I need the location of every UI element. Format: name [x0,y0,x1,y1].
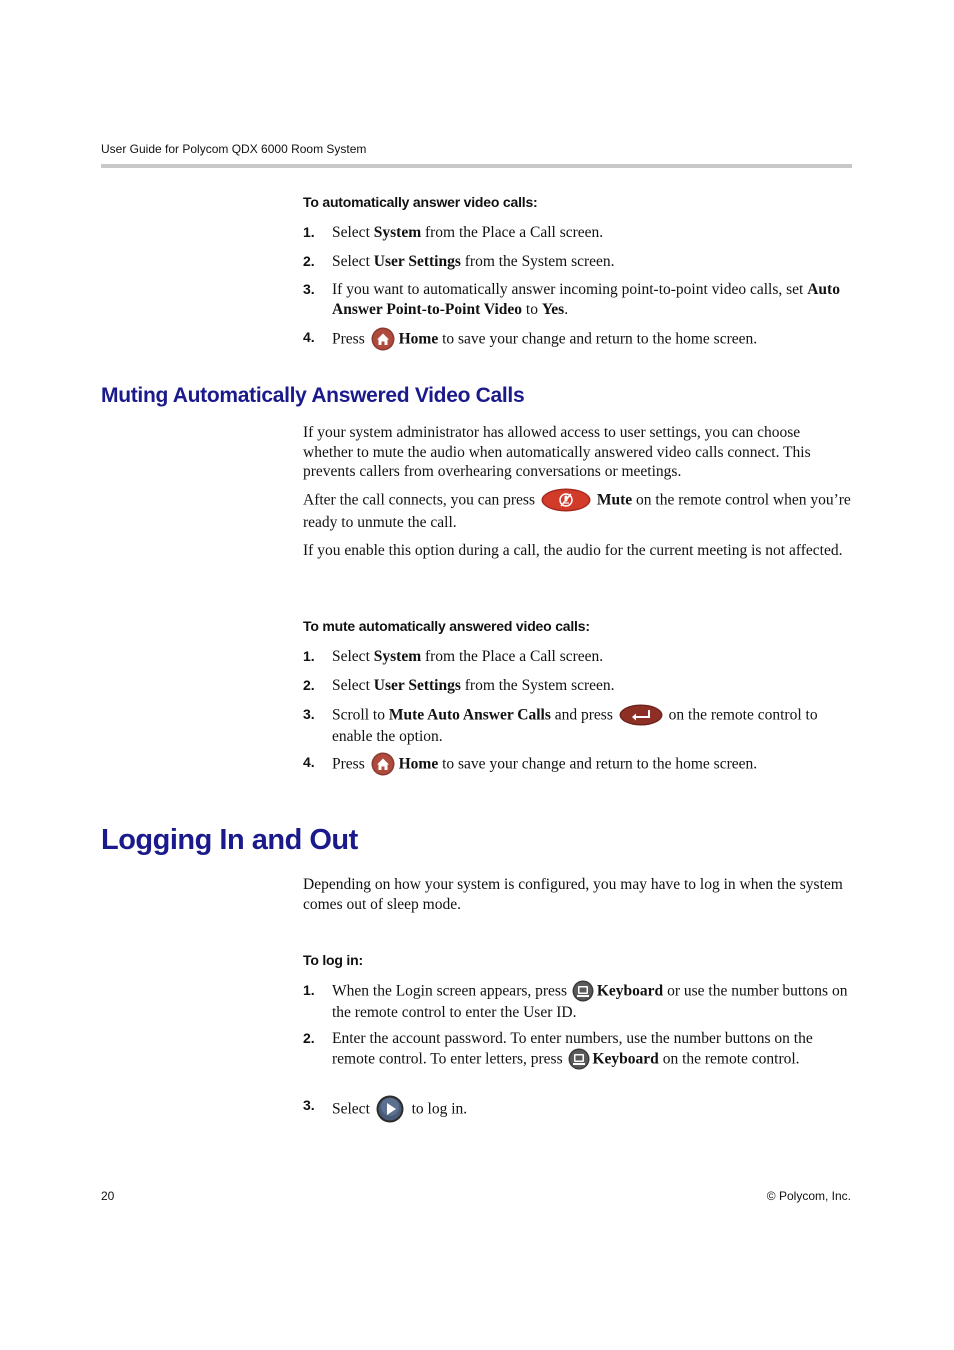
keyboard-icon [572,980,594,1002]
copyright: © Polycom, Inc. [766,1189,851,1203]
paragraph: After the call connects, you can press Mute on the remote control when you’re ready to unmute the call. [303,489,852,533]
step-number: 1. [303,224,315,240]
enter-icon [619,704,663,726]
procedure-title: To automatically answer video calls: [303,194,538,210]
paragraph: Depending on how your system is configured, you may have to log in when the system comes out of sleep mode. [303,876,843,913]
running-header: User Guide for Polycom QDX 6000 Room System [101,142,367,156]
procedure-title: To mute automatically answered video calls: [303,618,590,634]
mute-icon [541,488,591,512]
step-number: 3. [303,706,315,722]
section-heading: Muting Automatically Answered Video Calls [101,384,525,407]
step-number: 3. [303,281,315,297]
chapter-heading: Logging In and Out [101,824,358,856]
home-icon [371,327,395,351]
step-number: 1. [303,982,315,998]
page-number: 20 [101,1189,115,1203]
document-page: User Guide for Polycom QDX 6000 Room System To automatically answer video calls: 1. Select System from the Place a Call screen. 2. Select User Settings from the System screen. 3. If you want to automatically answer incoming point-to-point video calls, set Auto Answer Point-to-Point Video to Yes. 4. Press Home to save your change and return to the home screen. Muting Automatically Answered Video Calls If your system administrator has allowed access to user settings, you can choose whether to mute the audio when automatically answered video calls connect. This prevents callers from overhearing conversations or meetings. After the call connects, you can press Mute on the remote control when you’re ready to unmute the call. If you enable this option during a call, the audio for the current meeting is not affected. To mute automatically answered video calls: 1. Select System from the Place a Call screen. 2. Select User Settings from the System screen. 3. Scroll to Mute Auto Answer Calls and press on the remote control to enable the option. 4. Press Home to save your change and return to the home screen. Logging In and Out Depending on how your system is configured, you may have to log in when the system comes out of sleep mode. To log in: 1. When the Login screen appears, press Keyboard or use the number buttons on the remote control to enter the User ID. 2. Enter the account password. To enter numbers, use the number buttons on the remote control. To enter letters, press Keyboard on the remote control. 3. Select to log in. 20 © Polycom, Inc. [101,142,851,1203]
home-icon [371,752,395,776]
keyboard-icon [568,1048,590,1070]
step-number: 2. [303,677,315,693]
step-number: 2. [303,1030,315,1046]
step-number: 2. [303,253,315,269]
step-number: 4. [303,329,315,345]
play-icon [376,1095,404,1123]
procedure-title: To log in: [303,952,363,968]
step-number: 4. [303,754,315,770]
step-number: 1. [303,648,315,664]
paragraph: If your system administrator has allowed access to user settings, you can choose whether to mute the audio when automatically answered video calls connect. This prevents callers from overhearing conversations or meetings. [303,424,811,480]
header-divider [101,164,852,168]
paragraph: If you enable this option during a call, the audio for the current meeting is not affected. [303,542,843,559]
step-number: 3. [303,1097,315,1113]
